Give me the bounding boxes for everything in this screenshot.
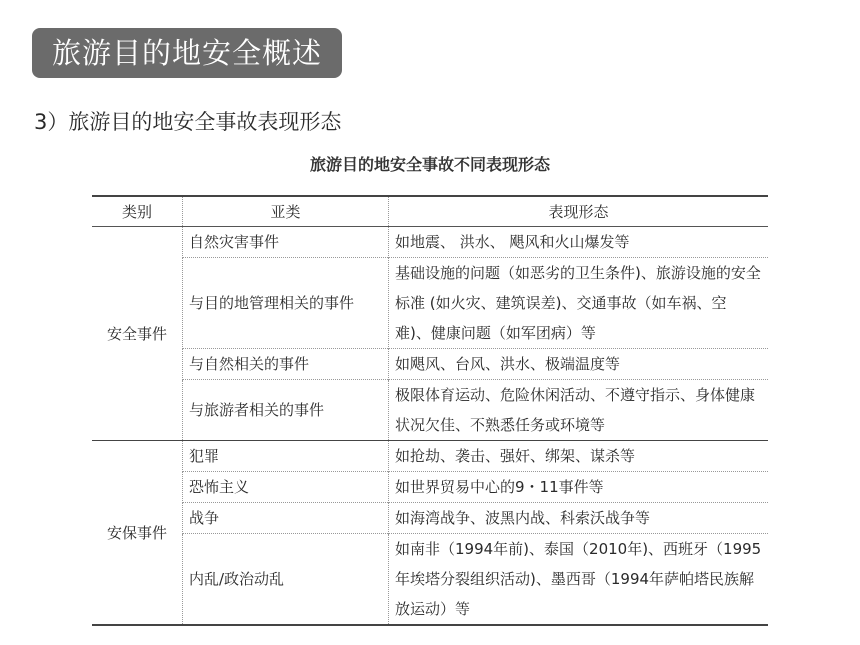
table-row (92, 227, 768, 258)
table-row (92, 258, 768, 349)
category-cell: 安全事件 (106, 324, 167, 343)
table-row (92, 472, 768, 503)
subcategory-cell: 与旅游者相关的事件 (183, 380, 389, 441)
subcategory-cell: 自然灾害事件 (183, 227, 389, 258)
form-cell: 如地震、 洪水、 飓风和火山爆发等 (389, 227, 769, 258)
subcategory-cell: 内乱/政治动乱 (183, 534, 389, 626)
header-category: 类别 (92, 196, 183, 227)
table-row (92, 503, 768, 534)
form-cell: 基础设施的问题（如恶劣的卫生条件)、旅游设施的安全标准 (如火灾、建筑误差)、交通事故（如车祸、空难)、健康问题（如军团病）等 (389, 258, 769, 349)
table-header-row (92, 196, 768, 227)
form-cell: 极限体育运动、危险休闲活动、不遵守指示、身体健康状况欠佳、不熟悉任务或环境等 (389, 380, 769, 441)
subcategory-cell: 犯罪 (183, 441, 389, 472)
table-row (92, 380, 768, 441)
header-form: 表现形态 (389, 196, 769, 227)
section-banner: 旅游目的地安全概述 (32, 28, 342, 78)
header-subcategory: 亚类 (183, 196, 389, 227)
subtitle: 3）旅游目的地安全事故表现形态 (34, 110, 342, 134)
form-cell: 如海湾战争、波黑内战、科索沃战争等 (389, 503, 769, 534)
subcategory-cell: 恐怖主义 (183, 472, 389, 503)
subcategory-cell: 与自然相关的事件 (183, 349, 389, 380)
table-title: 旅游目的地安全事故不同表现形态 (309, 155, 550, 174)
form-cell: 如南非（1994年前)、泰国（2010年)、西班牙（1995年埃塔分裂组织活动)、墨西哥（1994年萨帕塔民族解放运动）等 (389, 534, 769, 626)
table-row (92, 534, 768, 626)
subcategory-cell: 与目的地管理相关的事件 (183, 258, 389, 349)
category-cell: 安保事件 (92, 441, 183, 626)
form-cell: 如世界贸易中心的9・11事件等 (389, 472, 769, 503)
table-row (92, 349, 768, 380)
incident-forms-table (92, 195, 768, 626)
table-row (92, 441, 768, 472)
form-cell: 如飓风、台风、洪水、极端温度等 (389, 349, 769, 380)
subcategory-cell: 战争 (183, 503, 389, 534)
form-cell: 如抢劫、袭击、强奸、绑架、谋杀等 (389, 441, 769, 472)
